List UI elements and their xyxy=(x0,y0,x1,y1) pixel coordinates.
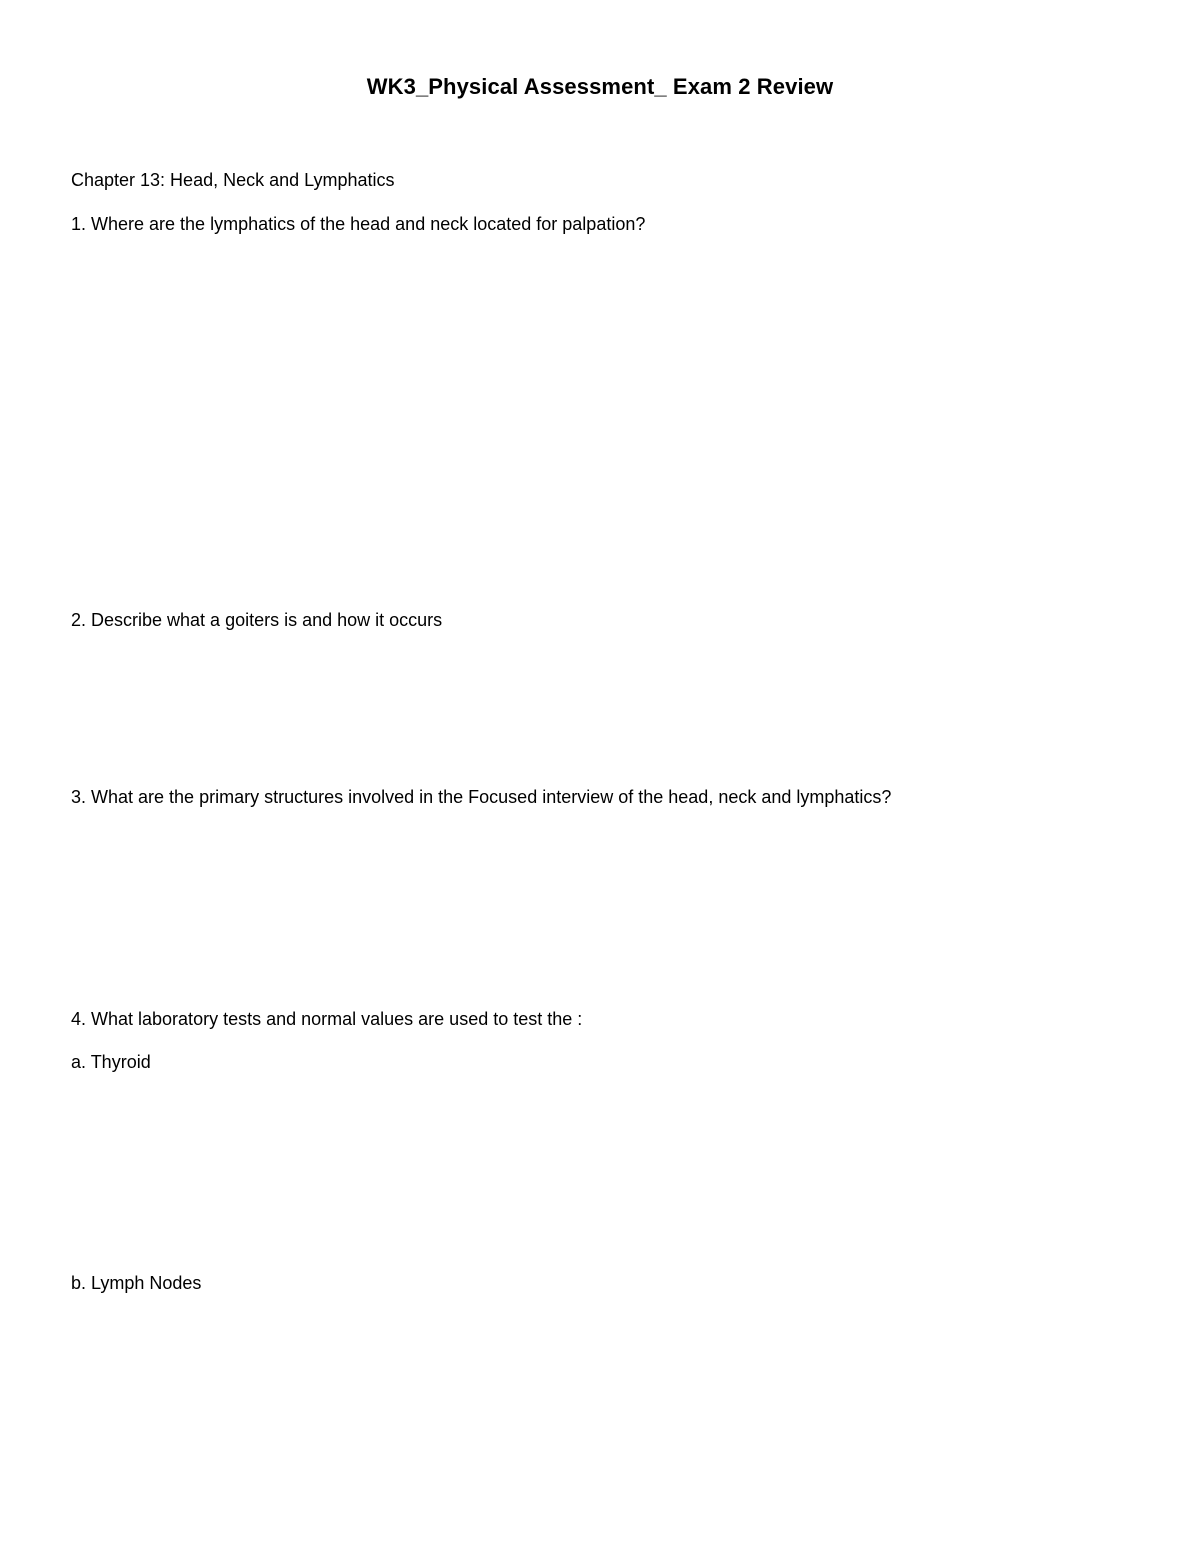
question-3: 3. What are the primary structures involved in the Focused interview of the head, neck and lymphatics? xyxy=(71,787,892,807)
sub-item-thyroid: a. Thyroid xyxy=(71,1052,151,1072)
page-title: WK3_Physical Assessment_ Exam 2 Review xyxy=(366,74,834,99)
chapter-heading: Chapter 13: Head, Neck and Lymphatics xyxy=(71,170,395,190)
sub-item-lymph-nodes: b. Lymph Nodes xyxy=(71,1273,202,1293)
question-2: 2. Describe what a goiters is and how it occurs xyxy=(71,610,443,630)
question-4: 4. What laboratory tests and normal values are used to test the : xyxy=(71,1009,583,1029)
question-1: 1. Where are the lymphatics of the head and neck located for palpation? xyxy=(71,214,646,234)
